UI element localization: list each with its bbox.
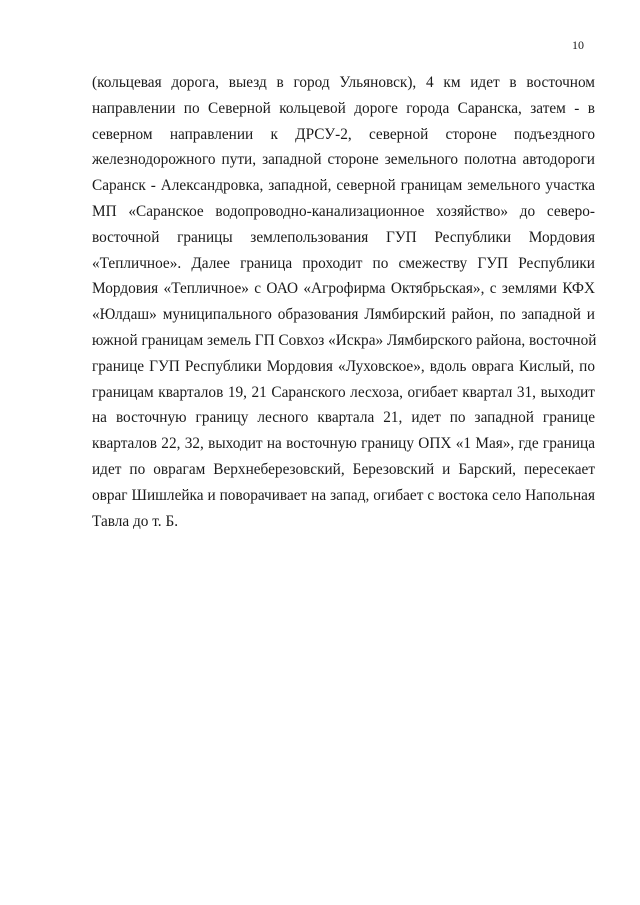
text-line: идет по оврагам Верхнеберезовский, Березовский и Барский, пересекает: [92, 460, 595, 478]
text-line: кварталов 22, 32, выходит на восточную границу ОПХ «1 Мая», где граница: [92, 435, 595, 453]
text-line: «Тепличное». Далее граница проходит по смежеству ГУП Республики: [92, 254, 595, 272]
text-line: Мордовия «Тепличное» с ОАО «Агрофирма Октябрьская», с землями КФХ: [92, 280, 595, 298]
text-line: восточной границы землепользования ГУП Республики Мордовия: [92, 228, 595, 246]
text-line: на восточную границу лесного квартала 21, идет по западной границе: [92, 409, 595, 427]
text-line: железнодорожного пути, западной стороне земельного полотна автодороги: [92, 151, 595, 169]
text-line: МП «Саранское водопроводно-канализационное хозяйство» до северо-: [92, 202, 595, 220]
text-line: Саранск - Александровка, западной, северной границам земельного участка: [92, 177, 595, 195]
page-number: 10: [572, 38, 584, 52]
text-line: границам кварталов 19, 21 Саранского лесхоза, огибает квартал 31, выходит: [92, 383, 595, 401]
text-line: северном направлении к ДРСУ-2, северной стороне подъездного: [92, 125, 595, 143]
text-line: (кольцевая дорога, выезд в город Ульяновск), 4 км идет в восточном: [92, 74, 595, 91]
body-paragraph: [92, 70, 595, 534]
text-line: овраг Шишлейка и поворачивает на запад, огибает с востока село Напольная: [92, 486, 595, 504]
text-line: Тавла до т. Б.: [92, 512, 179, 530]
text-line: границе ГУП Республики Мордовия «Луховское», вдоль оврага Кислый, по: [92, 357, 595, 375]
text-line: направлении по Северной кольцевой дороге города Саранска, затем - в: [92, 99, 595, 117]
text-line: южной границам земель ГП Совхоз «Искра» Лямбирского района, восточной: [92, 331, 597, 349]
text-line: «Юлдаш» муниципального образования Лямбирский район, по западной и: [92, 306, 595, 324]
